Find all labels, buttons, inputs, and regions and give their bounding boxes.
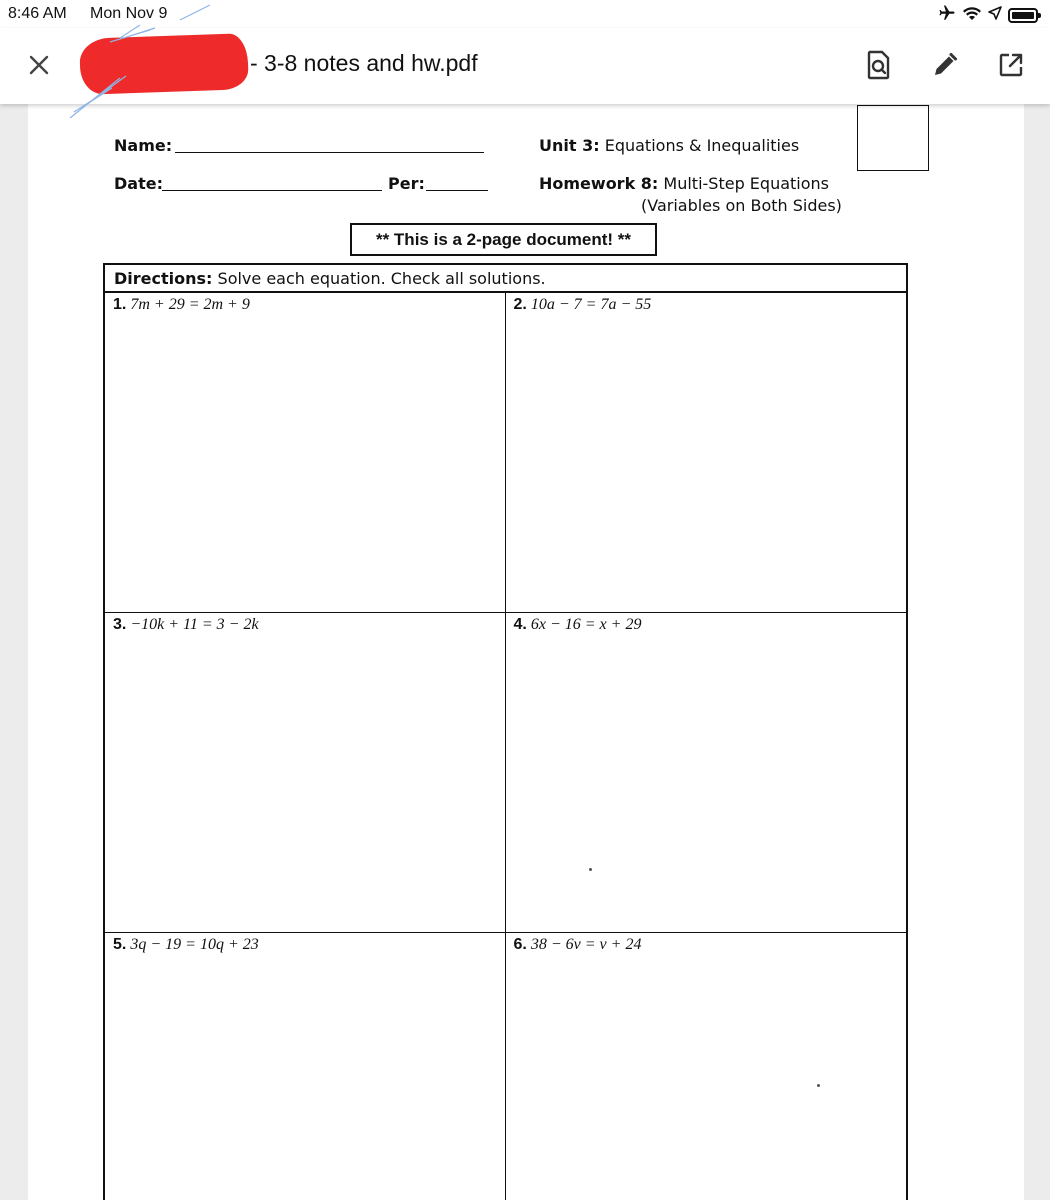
close-icon xyxy=(28,54,50,76)
app-header xyxy=(0,28,1050,104)
date-line xyxy=(162,190,382,191)
problem-grid xyxy=(103,291,908,1200)
status-icons xyxy=(938,4,1038,27)
open-external-icon xyxy=(998,52,1024,78)
stray-dot xyxy=(589,868,592,871)
problem-cell[interactable]: 5. 3q − 19 = 10q + 23 xyxy=(105,933,506,1200)
problem-cell[interactable]: 3. −10k + 11 = 3 − 2k xyxy=(105,613,506,933)
grade-box xyxy=(857,105,929,171)
open-external-button[interactable] xyxy=(994,48,1028,82)
problem-cell[interactable]: 6. 38 − 6v = v + 24 xyxy=(513,936,642,953)
name-label: Name: xyxy=(114,136,173,155)
date-label: Date: xyxy=(114,174,163,193)
location-arrow-icon xyxy=(988,6,1002,25)
name-line xyxy=(175,152,484,153)
problem-cell[interactable]: 2. 10a − 7 = 7a − 55 xyxy=(506,293,907,613)
homework-subheading: (Variables on Both Sides) xyxy=(641,196,842,215)
battery-icon xyxy=(1008,8,1038,23)
problem-cell[interactable]: 1. 7m + 29 = 2m + 9 xyxy=(105,293,506,613)
homework-heading: Homework 8: Multi-Step Equations xyxy=(539,174,829,193)
status-time: 8:46 AM xyxy=(8,5,67,22)
document-search-icon xyxy=(866,50,892,80)
document-search-button[interactable] xyxy=(862,48,896,82)
stray-dot xyxy=(817,1084,820,1087)
pdf-page xyxy=(28,100,1024,1200)
close-button[interactable] xyxy=(22,48,56,82)
airplane-mode-icon xyxy=(938,4,956,27)
two-page-notice: ** This is a 2-page document! ** xyxy=(350,223,657,256)
pencil-icon xyxy=(932,52,958,78)
status-date: Mon Nov 9 xyxy=(90,5,168,22)
per-line xyxy=(426,190,488,191)
status-bar xyxy=(0,0,1050,28)
unit-heading: Unit 3: Equations & Inequalities xyxy=(539,136,800,155)
directions: Directions: Solve each equation. Check all solutions. xyxy=(103,263,908,293)
document-title: - 3-8 notes and hw.pdf xyxy=(250,50,478,76)
wifi-icon xyxy=(962,5,982,26)
edit-button[interactable] xyxy=(928,48,962,82)
problem-cell[interactable]: 4. 6x − 16 = x + 29 xyxy=(506,613,907,933)
per-label: Per: xyxy=(388,174,425,193)
redaction-scribble xyxy=(79,33,249,95)
